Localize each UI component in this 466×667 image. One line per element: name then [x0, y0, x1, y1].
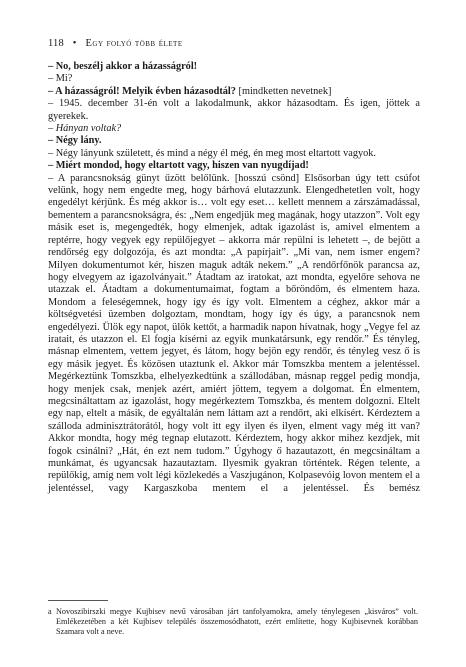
dialogue-line: [48, 86, 420, 98]
page-number: 118: [48, 38, 64, 49]
book-title: Egy folyó több élete: [85, 38, 183, 49]
dialogue-line-bold: – A házasságról! Melyik évben házasodtál?: [48, 85, 236, 97]
dialogue-line-note: [mindketten nevetnek]: [235, 85, 332, 97]
dialogue-line: – Mi?: [48, 73, 73, 85]
dialogue-line: – Négy lány.: [48, 135, 102, 147]
footnote: [48, 607, 418, 638]
header-separator: •: [72, 38, 77, 49]
main-paragraph: – A parancsnokság günyt űzött belőlünk. [hosszú csönd] Elsősorban úgy tett csúfot velünk, hogy nem engedte meg, hogy bárhová elutazzunk. Elengedhetetlen volt, hogy engedélyt kérjünk. És még akkor is… volt egy eset… kellett mennem a zárszámadással, bementem a parancsnokságra, és: „Nem engedjük meg magának, hogy utazzon”. Volt egy másik eset is, megengedték, hogy elmenjek, adtak igazolást is, amivel elmentem a reptérre, hogy vegyek egy repülőjegyet – akkorra már repülni is lehetett –, de bejött a rendőrség egy dolgozója, és azt mondta: „A papírjait”. „Mi van, nem ismer engem? Milyen dokumentumot kér, hiszen maguk adták nekem.” „A rendőrfőnök parancsa az, hogy elvegyem az igazolványait.” Átadtam az iratokat, azt mondta, egyelőre sehova ne utazzak el. Átadtam a dokumentumaimat, fogtam a bőröndöm, és elmentem haza. Mondom a feleségemnek, hogy így és így volt. Elmentem a céghez, akkor már a költségvetési üzemben dolgoztam, mondtam, hogy így és úgy, a parancsnok nem engedélyezi. Ülök egy napot, ülök kettőt, a harmadik napon hívatnak, hogy „Vegye fel az iratait, és utazzon el. El fogja kísérni az egyik munkatársunk, egy rendőr.” És tényleg, másnap elmentem, vettem jegyet, és látom, hogy bejön egy rendőr, és tényleg vesz ő is egy másik jegyet. És közösen utaztunk el. Akkor már Tomszkba mentem a jelentéssel. Megérkeztünk Tomszkba, elhelyezkedtünk a szállodában, másnap reggel pedig mondja, hogy menjek csak, menjek azért, amiért jöttem, tegyem a dolgomat. Én elmentem, megcsináltattam az igazolást, hogy megérkeztem Tomszkba, és mentem dolgozni. Eltelt egy nap, eltelt a másik, de egyáltalán nem láttam azt a rendőrt, aki elkísért. Kérdeztem a szálloda adminisztrátorától, hogy volt itt egy ilyen és ilyen, elment vagy még itt van? Akkor mondta, hogy még tegnap elutazott. Kérdeztem, hogy akkor mihez kezdjek, mit fogok csinálni? „Hát, én ezt nem tudom.” Úgyhogy ő hazautazott, én megcsináltam a munkámat, és ugyancsak hazautaztam. Ilyesmik gyakran történtek. Régen telente, a repülőkig, amíg nem volt légi közlekedés a Vaszjugánon, Kolpasevóig lovon mentem el a jelentéssel, vagy Kargaszkoba mentem el a jelentéssel. És bemész: [48, 172, 420, 494]
footnote-text: Novoszibirszki megye Kujbisev nevű városában járt tanfolyamokra, amely ténylegesen „kisváros” volt. Emlékezetében a két Kujbisev település összemosódhatott, ezért említette, hogy Kujbisevnek korábban Szamara volt a neve.: [56, 607, 418, 637]
footnote-mark: a: [48, 607, 52, 616]
dialogue-line: – Négy lányunk született, és mind a négy él még, én meg most eltartott vagyok.: [48, 147, 376, 159]
dialogue-line: – Miért mondod, hogy eltartott vagy, hiszen van nyugdíjad!: [48, 160, 309, 172]
running-header: [48, 38, 420, 49]
dialogue-line: – 1945. december 31-én volt a lakodalmunk, akkor házasodtam. És igen, jöttek a gyerekek.: [48, 98, 420, 122]
footnote-divider: [48, 600, 108, 601]
dialogue-line: – No, beszélj akkor a házasságról!: [48, 61, 198, 72]
page-body: [48, 38, 420, 495]
dialogue-line: – Hányan voltak?: [48, 123, 122, 135]
